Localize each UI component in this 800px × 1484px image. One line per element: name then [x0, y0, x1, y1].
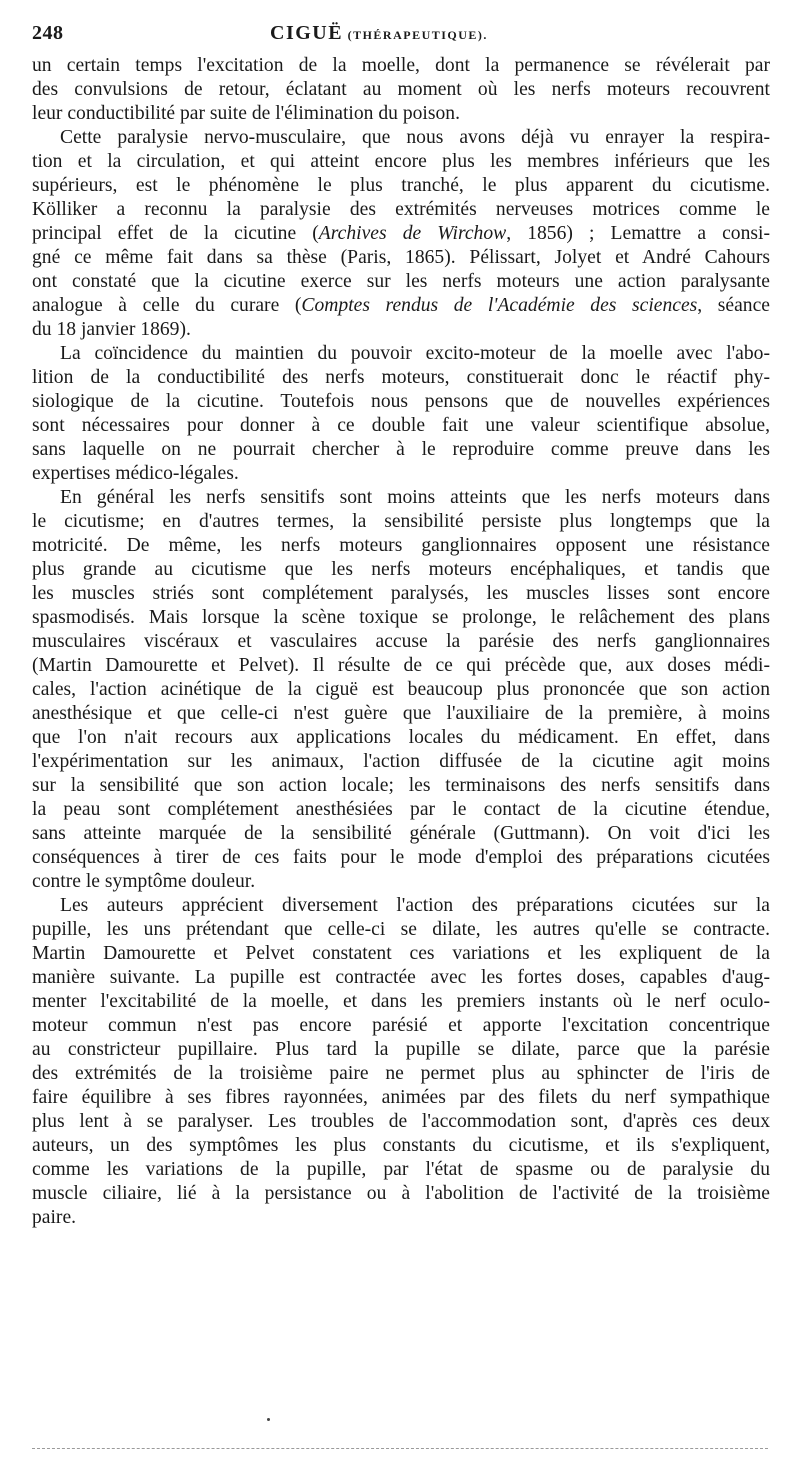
page-number: 248 [32, 22, 64, 44]
text-segment: gné ce même fait dans sa thèse (Paris, 1865). Pélissart, Jolyet et André Cahours [32, 247, 770, 268]
text-segment: spasmodisés. Mais lorsque la scène toxique se prolonge, le relâchement des plans [32, 607, 770, 628]
text-line [32, 702, 770, 726]
text-segment: l'expérimentation sur les animaux, l'action diffusée de la cicutine agit moins [32, 751, 770, 772]
text-line [32, 1014, 770, 1038]
text-segment: comme les variations de la pupille, par l'état de spasme ou de paralysie du [32, 1159, 770, 1180]
text-line [32, 630, 770, 654]
text-segment: motricité. De même, les nerfs moteurs ganglionnaires opposent une résistance [32, 535, 770, 556]
text-line [32, 1134, 770, 1158]
text-segment: le cicutisme; en d'autres termes, la sensibilité persiste plus longtemps que la [32, 511, 770, 532]
running-title: CIGUË [270, 22, 344, 44]
text-line [32, 1158, 770, 1182]
text-line [32, 294, 770, 318]
italic-citation: Archives de Wirchow [318, 223, 507, 244]
text-line [32, 438, 770, 462]
text-line [32, 246, 770, 270]
body-text [32, 54, 770, 1230]
text-line [32, 342, 770, 366]
text-line [32, 750, 770, 774]
text-segment: siologique de la cicutine. Toutefois nous pensons que de nouvelles expériences [32, 391, 770, 412]
text-segment: faire équilibre à ses fibres rayonnées, animées par des filets du nerf sympathique [32, 1087, 770, 1108]
text-segment: musculaires viscéraux et vasculaires accuse la parésie des nerfs ganglionnaires [32, 631, 770, 652]
text-line [32, 486, 770, 510]
text-segment: sur la sensibilité que son action locale; les terminaisons des nerfs sensitifs dans [32, 775, 770, 796]
text-line [32, 150, 770, 174]
bottom-rule [32, 1448, 768, 1449]
text-segment: du 18 janvier 1869). [32, 319, 191, 340]
text-line [32, 126, 770, 150]
text-line [32, 558, 770, 582]
text-segment: , 1856) ; Lemattre a consi- [506, 223, 770, 244]
text-segment: des convulsions de retour, éclatant au moment où les nerfs moteurs recouvrent [32, 79, 770, 100]
text-line [32, 102, 770, 126]
text-segment: sont nécessaires pour donner à ce double fait une valeur scientifique absolue, [32, 415, 770, 436]
text-segment: pupille, les uns prétendant que celle-ci se dilate, les autres qu'elle se contracte. [32, 919, 770, 940]
text-segment: principal effet de la cicutine ( [32, 223, 319, 244]
text-line [32, 366, 770, 390]
text-line [32, 174, 770, 198]
italic-citation: Comptes rendus de l'Académie des sciences [301, 295, 698, 316]
text-line [32, 918, 770, 942]
text-line [32, 1206, 770, 1230]
print-speck [267, 1418, 270, 1421]
text-line [32, 1182, 770, 1206]
text-segment: Cette paralysie nervo-musculaire, que nous avons déjà vu enrayer la respira- [60, 127, 770, 148]
text-line [32, 894, 770, 918]
text-segment: Kölliker a reconnu la paralysie des extrémités nerveuses motrices comme le [32, 199, 770, 220]
text-line [32, 270, 770, 294]
text-line [32, 222, 770, 246]
text-line [32, 318, 770, 342]
text-segment: des extrémités de la troisième paire ne permet plus au sphincter de l'iris de [32, 1063, 770, 1084]
text-segment: tion et la circulation, et qui atteint encore plus les membres inférieurs que les [32, 151, 770, 172]
text-segment: expertises médico-légales. [32, 463, 239, 484]
running-subtitle-text: (THÉRAPEUTIQUE). [347, 28, 488, 42]
text-line [32, 198, 770, 222]
text-line [32, 966, 770, 990]
text-segment: (Martin Damourette et Pelvet). Il résulte de ce qui précède que, aux doses médi- [32, 655, 770, 676]
text-segment: Les auteurs apprécient diversement l'action des préparations cicutées sur la [60, 895, 770, 916]
text-line [32, 510, 770, 534]
text-segment: Martin Damourette et Pelvet constatent ces variations et les expliquent de la [32, 943, 770, 964]
text-segment: les muscles striés sont complétement paralysés, les muscles lisses sont encore [32, 583, 770, 604]
text-line [32, 846, 770, 870]
text-segment: lition de la conductibilité des nerfs moteurs, constituerait donc le réactif phy- [32, 367, 770, 388]
text-line [32, 534, 770, 558]
text-line [32, 1110, 770, 1134]
text-segment: menter l'excitabilité de la moelle, et dans les premiers instants où le nerf oculo- [32, 991, 770, 1012]
text-line [32, 678, 770, 702]
text-segment: au constricteur pupillaire. Plus tard la pupille se dilate, parce que la parésie [32, 1039, 770, 1060]
text-line [32, 798, 770, 822]
text-segment: moteur commun n'est pas encore parésié et apporte l'excitation concentrique [32, 1015, 770, 1036]
text-segment: auteurs, un des symptômes les plus constants du cicutisme, et ils s'expliquent, [32, 1135, 770, 1156]
text-line [32, 726, 770, 750]
text-segment: conséquences à tirer de ces faits pour le mode d'emploi des préparations cicutées [32, 847, 770, 868]
text-segment: plus grande au cicutisme que les nerfs moteurs encéphaliques, et tandis que [32, 559, 770, 580]
text-segment: un certain temps l'excitation de la moelle, dont la permanence se révélerait par [32, 55, 770, 76]
text-line [32, 1062, 770, 1086]
text-segment: paire. [32, 1207, 77, 1228]
book-page [32, 22, 770, 1230]
text-segment: la peau sont complétement anesthésiées par le contact de la cicutine étendue, [32, 799, 770, 820]
text-segment: sans laquelle on ne pourrait chercher à le reproduire comme preuve dans les [32, 439, 770, 460]
text-segment: supérieurs, est le phénomène le plus tranché, le plus apparent du cicutisme. [32, 175, 770, 196]
text-line [32, 1038, 770, 1062]
text-line [32, 54, 770, 78]
text-segment: leur conductibilité par suite de l'élimination du poison. [32, 103, 460, 124]
text-segment: cales, l'action acinétique de la ciguë est beaucoup plus prononcée que son action [32, 679, 770, 700]
text-line [32, 462, 770, 486]
text-segment: analogue à celle du curare ( [32, 295, 302, 316]
text-segment: que l'on n'ait recours aux applications locales du médicament. En effet, dans [32, 727, 770, 748]
text-line [32, 414, 770, 438]
text-segment: anesthésique et que celle-ci n'est guère que l'auxiliaire de la première, à moins [32, 703, 770, 724]
text-segment: La coïncidence du maintien du pouvoir excito-moteur de la moelle avec l'abo- [60, 343, 770, 364]
text-segment: ont constaté que la cicutine exerce sur les nerfs moteurs une action paralysante [32, 271, 770, 292]
text-line [32, 606, 770, 630]
text-line [32, 990, 770, 1014]
text-line [32, 78, 770, 102]
text-line [32, 774, 770, 798]
text-line [32, 870, 770, 894]
running-subtitle [343, 28, 488, 43]
running-head [32, 22, 770, 52]
text-segment: plus lent à se paralyser. Les troubles de l'accommodation sont, d'après ces deux [32, 1111, 770, 1132]
text-segment: muscle ciliaire, lié à la persistance ou à l'abolition de l'activité de la troisième [32, 1183, 770, 1204]
text-line [32, 1086, 770, 1110]
text-segment: , séance [697, 295, 770, 316]
text-line [32, 942, 770, 966]
text-segment: sans atteinte marquée de la sensibilité générale (Guttmann). On voit d'ici les [32, 823, 770, 844]
text-line [32, 582, 770, 606]
text-line [32, 390, 770, 414]
text-segment: contre le symptôme douleur. [32, 871, 256, 892]
text-line [32, 654, 770, 678]
text-segment: En général les nerfs sensitifs sont moins atteints que les nerfs moteurs dans [60, 487, 770, 508]
text-segment: manière suivante. La pupille est contractée avec les fortes doses, capables d'aug- [32, 967, 770, 988]
text-line [32, 822, 770, 846]
